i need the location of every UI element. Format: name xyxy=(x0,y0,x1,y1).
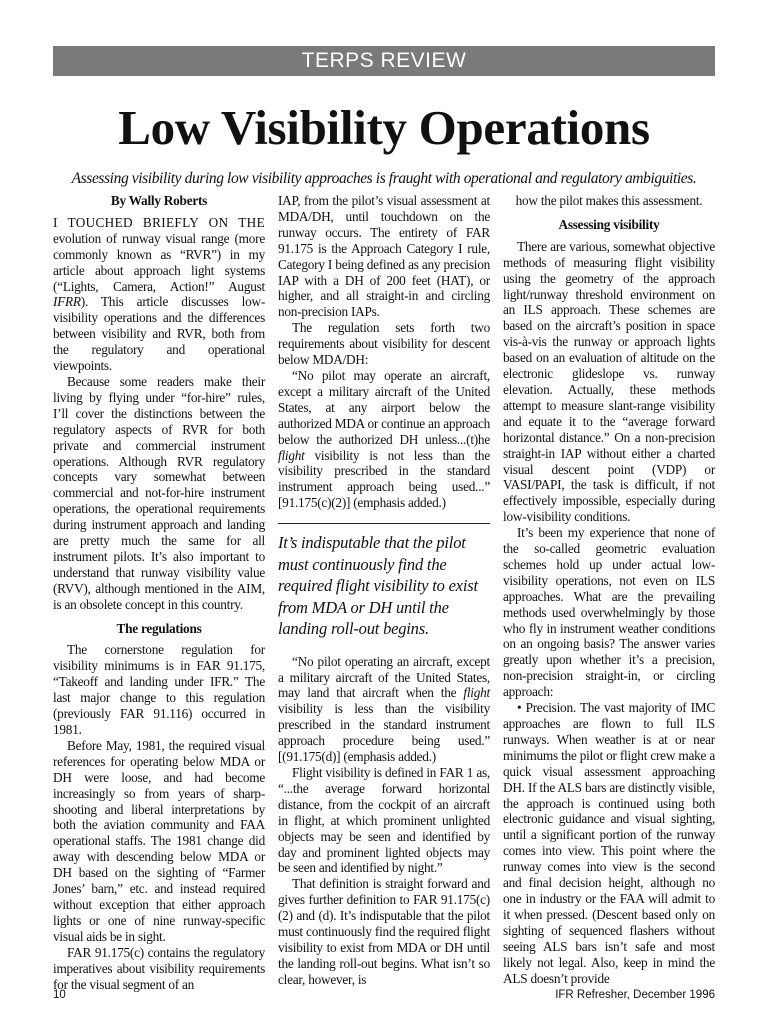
paragraph: Before May, 1981, the required visual references for operating below MDA or DH were loose, and had become increasingly so from years of sharp-shooting and liberal interpretations by both the aviation community and FAA operational staffs. The 1981 change did away with descending below MDA or DH based on the sighting of “Farmer Jones’ barn,” etc. and instead required without exception that either approach lights or one of nine runway-specific visual aids be in sight. xyxy=(53,737,265,944)
paragraph xyxy=(278,654,490,765)
paragraph: Flight visibility is defined in FAR 1 as, “...the average forward horizontal distance, from the cockpit of an aircraft in flight, at which prominent unlighted objects may be seen and identified by day and prominent lighted objects may be seen and identified by night.” xyxy=(278,764,490,876)
paragraph xyxy=(278,368,490,511)
paragraph: how the pilot makes this assessment. xyxy=(515,193,703,208)
section-heading: Assessing visibility xyxy=(558,216,660,232)
pull-quote: It’s indisputable that the pilot must continuously find the required flight visibility to exist from MDA or DH until the landing roll-out begins. xyxy=(278,523,490,640)
column-1 xyxy=(53,193,265,992)
article-title: Low Visibility Operations xyxy=(118,100,650,155)
section-heading: The regulations xyxy=(116,620,202,636)
paragraph: Because some readers make their living by flying under “for-hire” rules, I’ll cover the distinctions between the regulatory aspects of RVR for both private and commercial instrument operations. Although RVR regulatory concepts vary somewhat between commercial and not-for-hire instrument operations, the operational requirements during instrument approach and landing are pretty much the same for all instrument pilots. It’s also important to understand that runway visibility value (RVV), although mentioned in the AIM, is an obsolete concept in this country. xyxy=(53,373,265,612)
text-run: visibility is less than the visibility prescribed in the standard instrument approach procedure being used.” [(91.175(d)] (emphasis added.) xyxy=(278,701,490,765)
paragraph xyxy=(53,215,265,374)
paragraph: The regulation sets forth two requirements about visibility for descent below MDA/DH: xyxy=(278,320,490,368)
paragraph: IAP, from the pilot’s visual assessment at MDA/DH, until touchdown on the runway occurs. The entirety of FAR 91.175 is the Approach Category I rule, Category I being defined as any precision IAP with a DH of 200 feet (HAT), or higher, and all straight-in and circling non-precision IAPs. xyxy=(278,193,490,320)
emphasis: flight xyxy=(463,685,490,701)
column-2 xyxy=(278,193,490,988)
page-number: 10 xyxy=(53,989,66,1001)
paragraph: There are various, somewhat objective methods of measuring flight visibility using the geometry of the approach light/runway threshold environment on an ILS approach. These schemes are based on the aircraft’s position in space vis-à-vis the runway or approach lights based on an evaluation of altitude on the electronic glideslope vs. runway elevation. Actually, these methods attempt to measure slant-range visibility and equate it to the “average forward horizontal distance.” On a non-precision straight-in IAP without either a charted visual descent point (VDP) or VASI/PAPI, the task is difficult, if not effectively impossible, especially during low-visibility conditions. xyxy=(503,238,715,525)
section-banner: TERPS REVIEW xyxy=(53,46,715,76)
column-3 xyxy=(503,193,715,986)
byline: By Wally Roberts xyxy=(110,193,208,208)
emphasis: flight xyxy=(278,447,305,463)
paragraph: That definition is straight forward and gives further definition to FAR 91.175(c)(2) and (d). It’s indisputable that the pilot must continuously find the required flight visibility to exist from MDA or DH until the landing roll-out begins. What isn’t so clear, however, is xyxy=(278,876,490,987)
publication-footer: IFR Refresher, December 1996 xyxy=(555,989,715,1001)
lead-in-caps: I TOUCHED BRIEFLY ON THE xyxy=(53,214,265,230)
text-run: evolution of runway visual range (more commonly known as “RVR”) in my article about approach light systems (“Lights, Camera, Action!” August xyxy=(53,230,265,294)
article-subtitle: Assessing visibility during low visibility approaches is fraught with operational and regulatory ambiguities. xyxy=(71,170,697,187)
text-run: “No pilot operating an aircraft, except a military aircraft of the United States, may land that aircraft when the xyxy=(278,653,490,701)
text-run: visibility is not less than the visibility prescribed in the standard instrument approach being used...” [91.175(c)(2)] (emphasis added.) xyxy=(278,447,490,511)
paragraph: It’s been my experience that none of the so-called geometric evaluation schemes hold up under actual low-visibility operations, not even on ILS approaches. What are the prevailing methods used overwhelmingly by those who fly in instrument weather conditions on an ongoing basis? The answer varies greatly upon whether it’s a precision, non-precision straight-in, or circling approach: xyxy=(503,525,715,700)
emphasis: IFRR xyxy=(53,294,81,310)
text-run: ). This article discusses low-visibility operations and the differences between visibility and RVR, both from the regulatory and operational viewpoints. xyxy=(53,294,265,374)
paragraph: The cornerstone regulation for visibility minimums is in FAR 91.175, “Takeoff and landing under IFR.” The last major change to this regulation (previously FAR 91.116) occurred in 1981. xyxy=(53,642,265,737)
text-run: “No pilot may operate an aircraft, except a military aircraft of the United States, at any airport below the authorized MDA or continue an approach below the authorized DH unless...(t)he xyxy=(278,367,490,447)
paragraph: • Precision. The vast majority of IMC approaches are flown to full ILS runways. When weather is at or near minimums the pilot or flight crew make a quick visual assessment approaching DH. If the ALS bars are distinctly visible, the approach is continued using both electronic guidance and visual sighting, until a significant portion of the runway comes into view. This point where the runway comes into view is the second and final decision height, although no one in industry or the FAA will admit to it when pressed. (Descent based only on sighting of sequenced flashers without seeing ALS bars isn’t safe and most likely not legal. Also, keep in mind the ALS doesn’t provide xyxy=(503,700,715,986)
paragraph: FAR 91.175(c) contains the regulatory imperatives about visibility requirements for the visual segment of an xyxy=(53,944,265,992)
